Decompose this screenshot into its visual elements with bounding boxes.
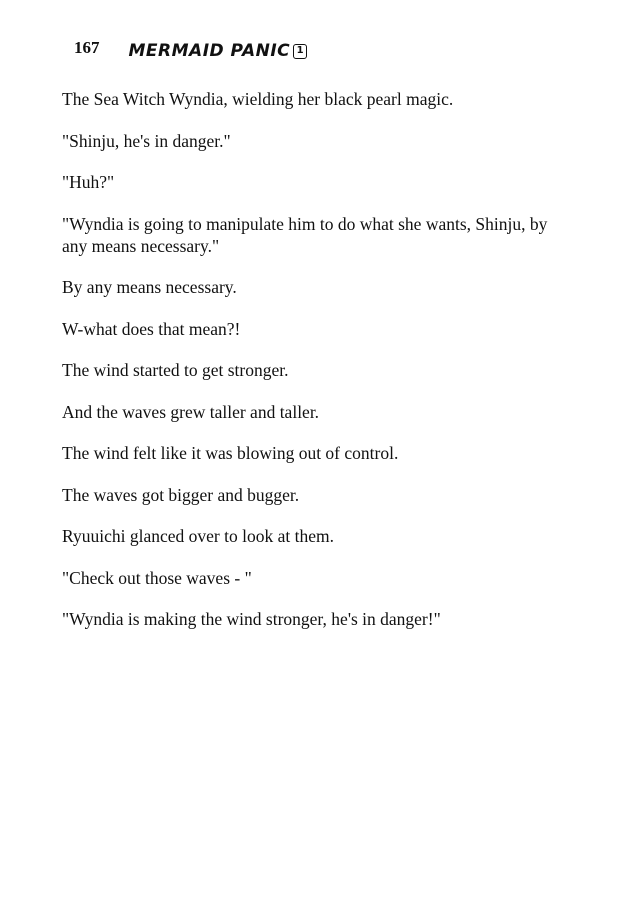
paragraph: The waves got bigger and bugger. xyxy=(62,484,300,505)
body-text xyxy=(62,88,562,650)
paragraph: "Wyndia is going to manipulate him to do what she wants, Shinju, by any means necessary." xyxy=(62,213,548,256)
paragraph: "Shinju, he's in danger." xyxy=(62,130,231,151)
paragraph: By any means necessary. xyxy=(62,277,237,297)
paragraph: The Sea Witch Wyndia, wielding her black pearl magic. xyxy=(62,89,454,109)
page-number: 167 xyxy=(74,38,100,57)
paragraph: "Huh?" xyxy=(62,172,115,192)
volume-badge: 1 xyxy=(293,44,307,59)
paragraph: Ryuuichi glanced over to look at them. xyxy=(62,526,334,546)
paragraph: W-what does that mean?! xyxy=(62,318,241,339)
paragraph: The wind felt like it was blowing out of control. xyxy=(62,443,399,463)
paragraph: "Wyndia is making the wind stronger, he's in danger!" xyxy=(62,609,441,629)
paragraph: "Check out those waves - " xyxy=(62,567,252,588)
page-header xyxy=(74,38,307,64)
book-title: MERMAID PANIC xyxy=(128,41,291,61)
paragraph: The wind started to get stronger. xyxy=(62,360,289,380)
paragraph: And the waves grew taller and taller. xyxy=(62,401,320,422)
